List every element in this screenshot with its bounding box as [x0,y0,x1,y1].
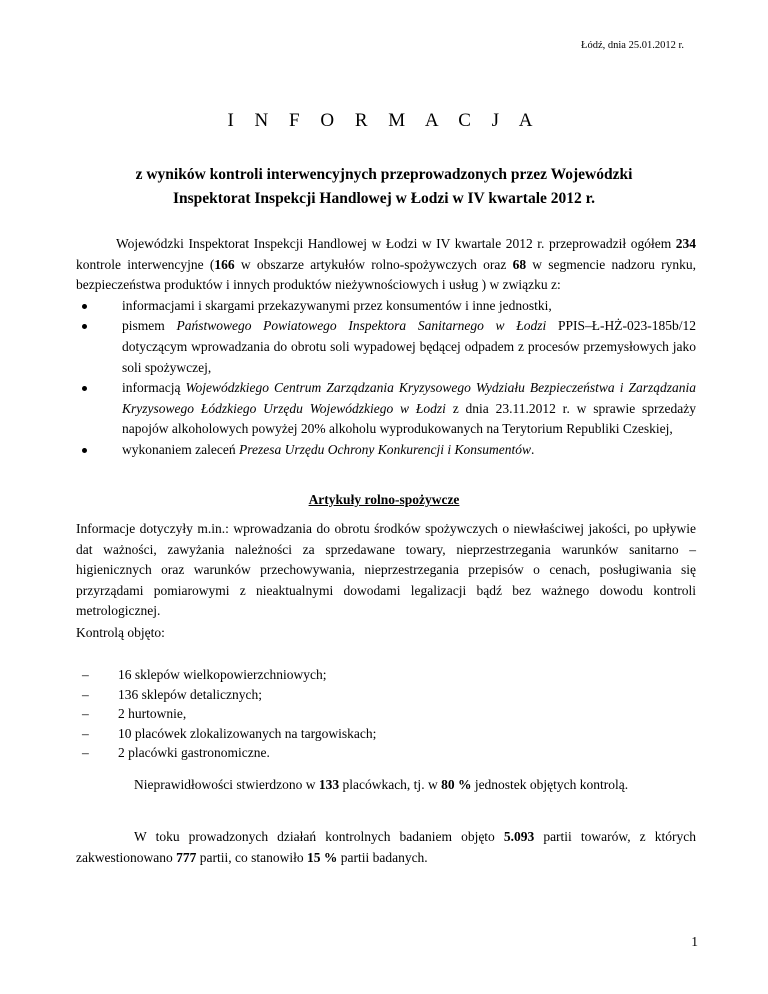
subtitle-line-2: Inspektorat Inspekcji Handlowej w Łodzi w IV kwartale 2012 r. [173,190,595,207]
irregular-outlets-percent: 80 % [441,777,472,792]
bullet-icon [82,448,87,453]
market-controls-count: 68 [512,256,527,272]
reasons-list [76,296,696,461]
list-item-text: z dnia 23.11.2012 r. w sprawie sprzedaży napojów alkoholowych powyżej 20% alkoholu wyprodukowanych na Terytorium Republiki Czeskiej, [122,400,696,437]
food-controls-count: 166 [214,256,235,272]
list-item-text: informacjami i skargami przekazywanymi przez konsumentów i inne jednostki, [122,297,552,313]
irregular-outlets-count: 133 [318,777,340,792]
list-item-text: informacją [122,380,186,396]
paragraph-text: W toku prowadzonych działań kontrolnych badaniem objęto [134,829,504,844]
irregularities-section [76,775,696,796]
list-item-authority: Wojewódzkiego Centrum Zarządzania Kryzysowego Wydziału Bezpieczeństwa i Zarządzania Kryzysowego Łódzkiego Urzędu Wojewódzkiego w Łodzi [122,380,696,416]
list-item [76,316,696,378]
paragraph-text: placówkach, tj. w [339,777,442,792]
list-item-authority: Państwowego Powiatowego Inspektora Sanitarnego w Łodzi [176,318,547,334]
list-item-text: PPIS–Ł-HŻ-023-185b/12 dotyczącym wprowadzania do obrotu soli wypadowej będącej odpadem z procesów przemysłowych jako soli spożywczej, [122,318,696,375]
document-subtitle [70,163,698,211]
scope-list [76,665,696,763]
intro-text: w segmencie nadzoru rynku, bezpieczeństwa produktów i innych produktów nieżywnościowych i usług ) w związku z: [76,256,697,293]
paragraph-text: partii, co stanowiło [196,849,307,865]
list-item [76,743,696,763]
list-item [76,685,696,705]
paragraph-text: partii badanych. [337,849,428,865]
list-item-text: 16 sklepów wielkopowierzchniowych; [118,667,327,682]
dash-icon: – [82,686,89,702]
info-paragraph: Informacje dotyczyły m.in.: wprowadzania do obrotu środków spożywczych o niewłaściwej jakości, po upływie dat ważności, zawyżania należności za sprzedawane towary, nieprzestrzegania warunków sanitarno – higienicznych oraz warunków przechowywania, nieprzestrzegania przepisów o cenach, posługiwania się przyrządami pomiarowymi z nieaktualnymi dowodami legalizacji bądź bez ważnego dowodu kontroli metrologicznej. [76,521,696,619]
document-title: I N F O R M A C J A [227,110,541,131]
list-item [76,665,696,685]
intro-text: w obszarze artykułów rolno-spożywczych oraz [234,256,513,272]
paragraph-text: partii towarów, z których zakwestionowano [76,829,696,865]
list-item [76,296,696,317]
page-number: 1 [691,934,698,949]
scope-label: Kontrolą objęto: [76,625,165,640]
intro-paragraph [76,234,696,296]
bullet-icon [82,304,87,309]
rejected-batches-count: 777 [176,849,197,865]
dash-icon: – [82,725,89,741]
paragraph-text: Nieprawidłowości stwierdzono w [134,777,319,792]
section-heading: Artykuły rolno-spożywcze [308,492,460,507]
list-item-text: 136 sklepów detalicznych; [118,686,262,702]
list-item-text: 2 placówki gastronomiczne. [118,745,270,761]
bullet-icon [82,386,87,391]
intro-text: kontrole interwencyjne ( [76,256,215,272]
batches-section [76,827,696,868]
list-item-text: 10 placówek zlokalizowanych na targowiskach; [118,725,377,741]
irregularities-paragraph [76,775,696,796]
list-item-text: . [531,441,535,457]
tested-batches-count: 5.093 [503,829,535,844]
bullet-icon [82,324,87,329]
list-item-authority: Prezesa Urzędu Ochrony Konkurencji i Konsumentów [238,441,532,457]
dash-icon: – [82,745,89,761]
list-item-text: wykonaniem zaleceń [122,441,239,457]
list-item [76,704,696,724]
list-item [76,440,696,461]
dash-icon: – [82,667,89,682]
batches-paragraph [76,827,696,868]
dash-icon: – [82,706,89,722]
list-item [76,724,696,744]
info-section [76,519,696,622]
rejected-batches-percent: 15 % [306,849,338,865]
list-item-text: pismem [122,318,177,334]
list-item-text: 2 hurtownie, [118,706,187,722]
intro-text: Wojewódzki Inspektorat Inspekcji Handlowej w Łodzi w IV kwartale 2012 r. przeprowadził ogółem [116,236,676,251]
subtitle-line-1: z wyników kontroli interwencyjnych przeprowadzonych przez Wojewódzki [135,166,633,183]
list-item [76,378,696,440]
paragraph-text: jednostek objętych kontrolą. [471,777,629,792]
intro-section [76,234,696,461]
total-controls-count: 234 [675,236,696,251]
document-date: Łódź, dnia 25.01.2012 r. [581,40,684,51]
